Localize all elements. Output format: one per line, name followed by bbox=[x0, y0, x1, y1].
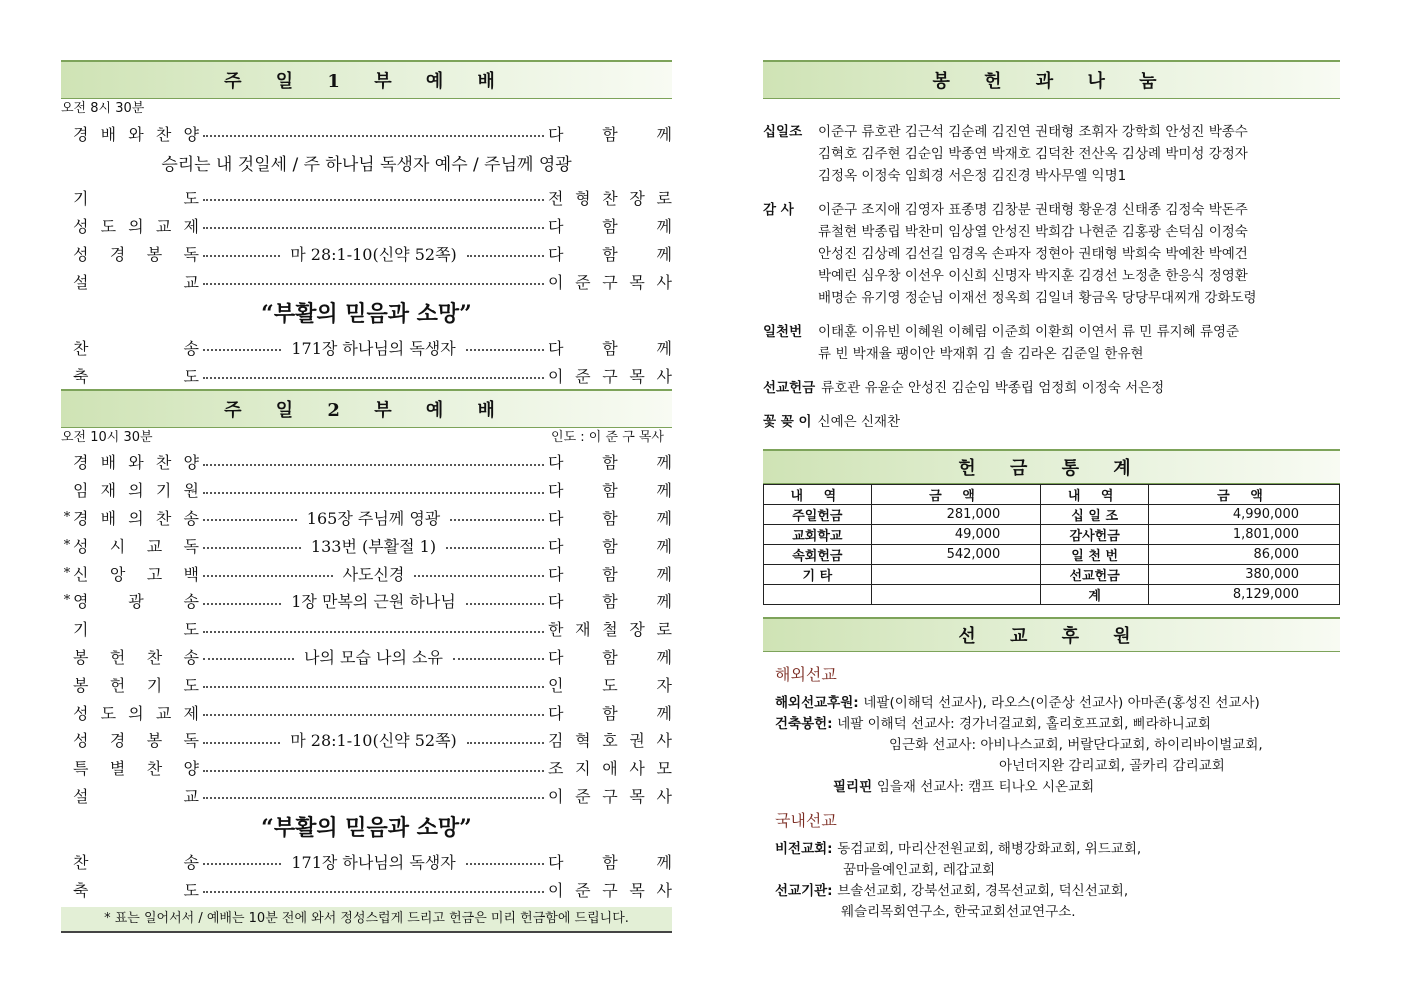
order-row bbox=[61, 119, 672, 147]
leader-dots bbox=[203, 891, 544, 893]
order-item-detail: 171장 하나님의 독생자 bbox=[291, 338, 456, 358]
leader-dots bbox=[203, 547, 301, 549]
order-item-person: 다 함 께 bbox=[548, 703, 672, 723]
leader-dots bbox=[203, 492, 544, 494]
offering-category-label: 감 사 bbox=[763, 202, 794, 218]
order-item-person: 다 함 께 bbox=[548, 216, 672, 236]
offering-list bbox=[763, 121, 1340, 433]
stats-item-cell: 일 천 번 bbox=[1041, 545, 1149, 565]
stats-amount-cell: 86,000 bbox=[1148, 545, 1339, 565]
order-row bbox=[61, 847, 672, 875]
domestic-heading: 국내선교 bbox=[775, 811, 837, 830]
order-item-label: 봉 헌 찬 송 bbox=[73, 647, 199, 667]
order-row bbox=[61, 211, 672, 239]
leader-dots bbox=[467, 742, 544, 744]
offering-names-line: 신예은 신재찬 bbox=[817, 414, 901, 430]
order-item-person: 다 함 께 bbox=[548, 592, 673, 612]
order-item-label: 신 앙 고 백 bbox=[73, 564, 199, 584]
order-row bbox=[61, 670, 672, 698]
order-item-person: 다 함 께 bbox=[548, 453, 672, 473]
order-item-label: 성 경 봉 독 bbox=[73, 244, 199, 264]
stats-item-cell: 계 bbox=[1041, 585, 1149, 605]
offering-names-line: 이준구 조지애 김영자 표종명 김창분 권태형 황운경 신태종 김정숙 박돈주 bbox=[818, 202, 1248, 218]
stats-header-cell: 내 역 bbox=[1041, 485, 1149, 505]
overseas-mission-list bbox=[763, 693, 1340, 798]
leader-dots bbox=[414, 575, 544, 577]
stats-item-cell: 선교헌금 bbox=[1041, 565, 1149, 585]
order-item-person: 다 함 께 bbox=[548, 647, 672, 667]
order-item-label: 봉 헌 기 도 bbox=[73, 675, 199, 695]
order-item-person: 다 함 께 bbox=[548, 124, 672, 144]
stats-item-cell: 기 타 bbox=[764, 565, 872, 585]
leader-dots bbox=[203, 797, 544, 799]
stats-amount-cell: 49,000 bbox=[871, 525, 1041, 545]
order-row bbox=[61, 476, 672, 504]
order-row bbox=[61, 559, 672, 587]
stats-amount-cell: 380,000 bbox=[1148, 565, 1339, 585]
service-note: * 표는 일어서서 / 예배는 10분 전에 와서 정성스럽게 드리고 헌금은 미리 헌금함에 드립니다. bbox=[61, 907, 672, 933]
order-item-person: 다 함 께 bbox=[548, 244, 673, 264]
order-item-label: 설 교 bbox=[73, 272, 199, 292]
order-item-detail: 165장 주님께 영광 bbox=[306, 508, 441, 528]
right-column bbox=[763, 60, 1340, 923]
order-item-label: 축 도 bbox=[73, 366, 199, 386]
leader-dots bbox=[203, 349, 281, 351]
offering-category-label: 꽃 꽂 이 bbox=[763, 414, 812, 430]
order-row bbox=[61, 333, 672, 361]
order-item-person: 인 도 자 bbox=[548, 675, 672, 695]
mission-line-key: 건축봉헌: bbox=[775, 716, 838, 732]
mission-line-text: 아넌더지완 감리교회, 골카리 감리교회 bbox=[999, 758, 1225, 774]
order-row bbox=[61, 587, 672, 615]
offering-names-line: 박예린 심우창 이선우 이신희 신명자 박지훈 김경선 노정춘 한응식 정영환 bbox=[818, 268, 1248, 284]
stats-title: 헌 금 통 계 bbox=[763, 449, 1340, 484]
standing-mark: * bbox=[63, 565, 71, 581]
order-item-label: 특 별 찬 양 bbox=[73, 759, 199, 779]
stats-header-cell: 내 역 bbox=[764, 485, 872, 505]
service2-title: 주 일 2 부 예 배 bbox=[61, 389, 672, 428]
stats-item-cell: 감사헌금 bbox=[1041, 525, 1149, 545]
leader-dots bbox=[446, 547, 544, 549]
offering-names bbox=[818, 121, 1340, 187]
table-row bbox=[764, 585, 1340, 605]
offering-category bbox=[763, 121, 1340, 187]
order-item-label: 경 배 와 찬 양 bbox=[73, 453, 199, 473]
offering-names bbox=[818, 199, 1340, 309]
stats-amount-cell: 8,129,000 bbox=[1148, 585, 1339, 605]
leader-dots bbox=[466, 349, 544, 351]
offering-names-line: 김정옥 이정숙 임희경 서은정 김진경 박사무엘 익명1 bbox=[818, 168, 1127, 184]
stats-amount-cell bbox=[871, 565, 1041, 585]
offering-names bbox=[818, 321, 1340, 365]
leader-dots bbox=[203, 227, 544, 229]
service1-title: 주 일 1 부 예 배 bbox=[61, 60, 672, 99]
order-item-detail: 마 28:1-10(신약 52쪽) bbox=[290, 731, 457, 751]
stats-header-cell: 금 액 bbox=[871, 485, 1041, 505]
order-row bbox=[61, 754, 672, 782]
mission-line-key: 해외선교후원: bbox=[775, 695, 864, 711]
stats-header-cell: 금 액 bbox=[1148, 485, 1339, 505]
order-row bbox=[61, 448, 672, 476]
leader-dots bbox=[203, 863, 281, 865]
standing-mark: * bbox=[63, 509, 71, 525]
leader-dots bbox=[467, 255, 544, 257]
order-item-label: 임 재 의 기 원 bbox=[73, 481, 199, 501]
table-row bbox=[764, 565, 1340, 585]
offering-stats-table bbox=[763, 484, 1340, 605]
mission-line-text: 꿈마을예인교회, 레갑교회 bbox=[843, 862, 996, 878]
order-row bbox=[61, 615, 672, 643]
order-row bbox=[61, 183, 672, 211]
order-item-person: 전 형 찬 장 로 bbox=[548, 188, 672, 208]
order-item-detail: 마 28:1-10(신약 52쪽) bbox=[290, 244, 457, 264]
service1-order bbox=[61, 119, 672, 333]
order-item-label: 경 배 와 찬 양 bbox=[73, 124, 199, 144]
offering-category bbox=[763, 377, 1340, 399]
table-row bbox=[764, 505, 1340, 525]
service1-sermon-title: “부활의 믿음과 소망” bbox=[261, 301, 472, 327]
domestic-mission-list bbox=[763, 839, 1340, 923]
offering-category bbox=[763, 199, 1340, 309]
order-row bbox=[61, 361, 672, 389]
service2-sermon-title: “부활의 믿음과 소망” bbox=[261, 815, 472, 842]
order-item-person: 이 준 구 목 사 bbox=[548, 366, 672, 386]
service1-time bbox=[61, 99, 672, 119]
stats-item-cell bbox=[764, 585, 872, 605]
mission-title: 선 교 후 원 bbox=[763, 617, 1340, 652]
leader-dots bbox=[203, 283, 544, 285]
standing-mark: * bbox=[63, 593, 71, 609]
order-row bbox=[61, 782, 672, 810]
order-item-label: 기 도 bbox=[73, 620, 199, 640]
offering-category bbox=[763, 411, 1340, 433]
order-item-label: 경 배 의 찬 송 bbox=[73, 508, 199, 528]
overseas-heading: 해외선교 bbox=[775, 665, 837, 684]
offering-category-label: 십일조 bbox=[763, 124, 803, 140]
service2-closing bbox=[61, 847, 672, 903]
order-item-detail: 171장 하나님의 독생자 bbox=[291, 852, 456, 872]
mission-line bbox=[763, 860, 1340, 881]
mission-line-text: 네팔 이해덕 선교사: 경가너걸교회, 홀리호프교회, 삐라하니교회 bbox=[837, 716, 1211, 732]
order-item-person: 한 재 철 장 로 bbox=[548, 620, 672, 640]
offering-category bbox=[763, 321, 1340, 365]
order-item-person: 조 지 애 사 모 bbox=[548, 759, 672, 779]
order-item-person: 다 함 께 bbox=[548, 852, 673, 872]
order-item-label: 찬 송 bbox=[73, 338, 199, 358]
order-row bbox=[61, 726, 672, 754]
order-item-person: 이 준 구 목 사 bbox=[548, 786, 672, 806]
leader-dots bbox=[453, 658, 544, 660]
mission-line bbox=[763, 693, 1340, 714]
table-row bbox=[764, 545, 1340, 565]
mission-line-text: 동검교회, 마리산전원교회, 해병강화교회, 위드교회, bbox=[837, 841, 1142, 857]
leader-dots bbox=[203, 519, 297, 521]
stats-amount-cell: 4,990,000 bbox=[1148, 505, 1339, 525]
mission-line bbox=[763, 756, 1340, 777]
mission-line-text: 네팔(이해덕 선교사), 라오스(이준상 선교사) 아마존(홍성진 선교사) bbox=[863, 695, 1260, 711]
leader-dots bbox=[203, 631, 544, 633]
order-item-person: 김 혁 호 권 사 bbox=[548, 731, 672, 751]
offering-names-line: 안성진 김상례 김선길 임경옥 손파자 정현아 권태형 박희숙 박예찬 박예건 bbox=[818, 246, 1248, 262]
leader-dots bbox=[203, 603, 281, 605]
offering-names-line: 배명순 유기영 정순님 이재선 정옥희 김일녀 황금옥 당당무대찌개 강화도령 bbox=[818, 290, 1257, 306]
service1-closing bbox=[61, 333, 672, 389]
offering-names-line: 김혁호 김주현 김순임 박종연 박재호 김덕찬 전산옥 김상례 박미성 강정자 bbox=[818, 146, 1248, 162]
order-row bbox=[61, 875, 672, 903]
table-row bbox=[764, 525, 1340, 545]
order-item-label: 축 도 bbox=[73, 880, 199, 900]
order-item-label: 성 경 봉 독 bbox=[73, 731, 199, 751]
order-row bbox=[61, 504, 672, 532]
service2-time-text: 오전 10시 30분 bbox=[61, 430, 153, 445]
mission-line-key: 필리핀 bbox=[833, 779, 877, 795]
order-item-person: 다 함 께 bbox=[548, 508, 673, 528]
leader-dots bbox=[203, 714, 544, 716]
service2-order bbox=[61, 448, 672, 809]
offering-category-label: 일천번 bbox=[763, 324, 803, 340]
stats-amount-cell: 281,000 bbox=[871, 505, 1041, 525]
mission-line bbox=[763, 839, 1340, 860]
praise-songs: 승리는 내 것일세 / 주 하나님 독생자 예수 / 주님께 영광 bbox=[161, 155, 572, 175]
offering-names bbox=[821, 377, 1340, 399]
mission-line-text: 임을재 선교사: 캠프 티나오 시온교회 bbox=[876, 779, 1095, 795]
stats-amount-cell: 1,801,000 bbox=[1148, 525, 1339, 545]
order-item-label: 기 도 bbox=[73, 188, 199, 208]
left-column bbox=[61, 60, 672, 933]
offering-names-line: 류 빈 박재율 팽이안 박재휘 김 솔 김라온 김준일 한유현 bbox=[818, 346, 1144, 362]
stats-header-row bbox=[764, 485, 1340, 505]
order-item-person: 다 함 께 bbox=[548, 481, 672, 501]
order-item-label: 성 도 의 교 제 bbox=[73, 216, 199, 236]
leader-dots bbox=[203, 199, 544, 201]
offering-title: 봉 헌 과 나 눔 bbox=[763, 60, 1340, 99]
order-row bbox=[61, 643, 672, 671]
order-item-person: 다 함 께 bbox=[548, 564, 673, 584]
leader-dots bbox=[203, 135, 544, 137]
order-item-person: 이 준 구 목 사 bbox=[548, 880, 672, 900]
order-item-label: 찬 송 bbox=[73, 852, 199, 872]
order-row bbox=[61, 531, 672, 559]
leader-dots bbox=[203, 377, 544, 379]
leader-dots bbox=[450, 519, 544, 521]
order-item-detail: 1장 만복의 근원 하나님 bbox=[291, 592, 456, 612]
order-item-detail: 사도신경 bbox=[342, 564, 405, 584]
offering-names-line: 이태훈 이유빈 이혜원 이혜림 이준희 이환희 이연서 류 민 류지혜 류영준 bbox=[818, 324, 1240, 340]
stats-amount-cell bbox=[871, 585, 1041, 605]
stats-amount-cell: 542,000 bbox=[871, 545, 1041, 565]
order-item-detail: 133번 (부활절 1) bbox=[310, 536, 437, 556]
mission-line-text: 임근화 선교사: 아비나스교회, 버랄단다교회, 하이리바이벌교회, bbox=[889, 737, 1263, 753]
service2-time bbox=[61, 428, 672, 448]
order-row bbox=[61, 698, 672, 726]
leader-dots bbox=[466, 603, 544, 605]
order-item-person: 이 준 구 목 사 bbox=[548, 272, 672, 292]
stats-item-cell: 속회헌금 bbox=[764, 545, 872, 565]
mission-line bbox=[763, 777, 1340, 798]
order-row bbox=[61, 239, 672, 267]
offering-names-line: 류철현 박종립 박찬미 임상열 안성진 박희감 나현준 김홍광 손덕심 이정숙 bbox=[818, 224, 1248, 240]
order-item-label: 설 교 bbox=[73, 786, 199, 806]
leader-dots bbox=[466, 863, 544, 865]
mission-line-key: 선교기관: bbox=[775, 883, 838, 899]
mission-line-key: 비전교회: bbox=[775, 841, 838, 857]
offering-names bbox=[818, 411, 1340, 433]
stats-item-cell: 주일헌금 bbox=[764, 505, 872, 525]
order-item-detail: 나의 모습 나의 소유 bbox=[304, 647, 443, 667]
order-item-label: 영 광 송 bbox=[73, 592, 199, 612]
leader-dots bbox=[203, 255, 280, 257]
mission-line bbox=[763, 735, 1340, 756]
order-item-person: 다 함 께 bbox=[548, 536, 673, 556]
order-item-person: 다 함 께 bbox=[548, 338, 673, 358]
leader-dots bbox=[203, 686, 544, 688]
leader-dots bbox=[203, 658, 294, 660]
order-item-label: 성 도 의 교 제 bbox=[73, 703, 199, 723]
offering-category-label: 선교헌금 bbox=[763, 380, 816, 396]
order-item-label: 성 시 교 독 bbox=[73, 536, 199, 556]
mission-line bbox=[763, 881, 1340, 902]
mission-line bbox=[763, 902, 1340, 923]
service2-leader: 인도 : 이 준 구 목사 bbox=[551, 430, 664, 445]
offering-names-line: 류호관 유윤순 안성진 김순임 박종립 엄정희 이정숙 서은정 bbox=[821, 380, 1165, 396]
leader-dots bbox=[203, 770, 544, 772]
leader-dots bbox=[203, 742, 280, 744]
stats-item-cell: 십 일 조 bbox=[1041, 505, 1149, 525]
leader-dots bbox=[203, 464, 544, 466]
standing-mark: * bbox=[63, 537, 71, 553]
mission-line bbox=[763, 714, 1340, 735]
service1-time-text: 오전 8시 30분 bbox=[61, 101, 145, 116]
offering-names-line: 이준구 류호관 김근석 김순례 김진연 권태형 조휘자 강학희 안성진 박종수 bbox=[818, 124, 1248, 140]
order-row bbox=[61, 267, 672, 295]
stats-item-cell: 교회학교 bbox=[764, 525, 872, 545]
mission-line-text: 브솔선교회, 강북선교회, 경목선교회, 덕신선교회, bbox=[837, 883, 1129, 899]
mission-line-text: 웨슬리목회연구소, 한국교회선교연구소. bbox=[841, 904, 1076, 920]
leader-dots bbox=[203, 575, 333, 577]
